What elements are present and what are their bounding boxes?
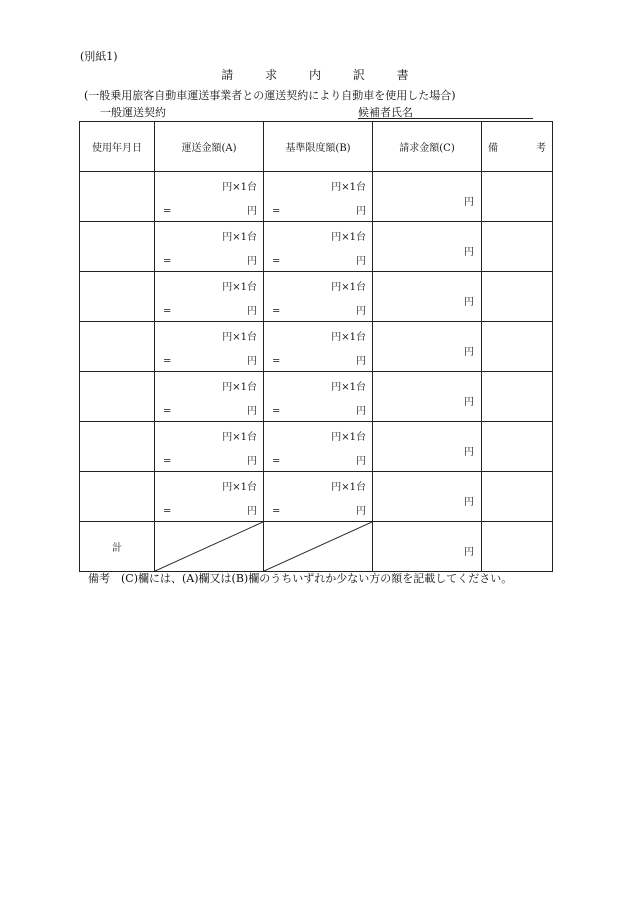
title-char: 内: [308, 68, 321, 82]
unit-label: 円×1台: [331, 382, 366, 393]
date-cell[interactable]: [80, 272, 155, 322]
claim-cell[interactable]: [373, 172, 482, 222]
footnote: 備考 (C)欄には、(A)欄又は(B)欄のうちいずれか少ない方の額を記載してください。: [88, 572, 513, 585]
candidate-label: 候補者氏名: [358, 106, 413, 119]
limit-cell[interactable]: [264, 222, 373, 272]
total-fare-diagonal: [155, 522, 264, 572]
limit-cell[interactable]: [264, 472, 373, 522]
unit-label: 円×1台: [222, 432, 257, 443]
yen-unit: 円: [464, 447, 474, 458]
table-row: [80, 222, 553, 272]
total-row: [80, 522, 553, 572]
equals-sign: =: [163, 256, 172, 267]
yen-unit: 円: [247, 306, 257, 317]
unit-label: 円×1台: [222, 332, 257, 343]
claim-cell[interactable]: [373, 372, 482, 422]
equals-sign: =: [272, 406, 281, 417]
remarks-cell[interactable]: [482, 422, 553, 472]
unit-label: 円×1台: [331, 482, 366, 493]
remarks-cell[interactable]: [482, 372, 553, 422]
equals-sign: =: [272, 456, 281, 467]
table-row: [80, 322, 553, 372]
unit-label: 円×1台: [331, 282, 366, 293]
limit-cell[interactable]: [264, 272, 373, 322]
title-char: 求: [265, 68, 278, 82]
remarks-cell[interactable]: [482, 472, 553, 522]
title-char: 訳: [352, 68, 365, 82]
yen-unit: 円: [356, 406, 366, 417]
unit-label: 円×1台: [331, 232, 366, 243]
date-cell[interactable]: [80, 422, 155, 472]
equals-sign: =: [272, 256, 281, 267]
yen-unit: 円: [356, 356, 366, 367]
date-cell[interactable]: [80, 322, 155, 372]
fare-cell[interactable]: [155, 372, 264, 422]
remarks-cell[interactable]: [482, 272, 553, 322]
equals-sign: =: [272, 356, 281, 367]
total-limit-diagonal: [264, 522, 373, 572]
claim-cell[interactable]: [373, 222, 482, 272]
yen-unit: 円: [356, 456, 366, 467]
equals-sign: =: [163, 506, 172, 517]
yen-unit: 円: [356, 206, 366, 217]
claim-breakdown-table: [79, 121, 553, 572]
claim-cell[interactable]: [373, 472, 482, 522]
unit-label: 円×1台: [331, 332, 366, 343]
candidate-name-field[interactable]: [358, 104, 533, 119]
equals-sign: =: [272, 206, 281, 217]
limit-cell[interactable]: [264, 422, 373, 472]
yen-unit: 円: [464, 197, 474, 208]
total-claim-cell[interactable]: [373, 522, 482, 572]
title-char: 書: [396, 68, 409, 82]
yen-unit: 円: [464, 347, 474, 358]
unit-label: 円×1台: [222, 182, 257, 193]
yen-unit: 円: [356, 506, 366, 517]
yen-unit: 円: [464, 247, 474, 258]
date-cell[interactable]: [80, 472, 155, 522]
header-remarks-char: 考: [536, 143, 546, 154]
equals-sign: =: [272, 306, 281, 317]
fare-cell[interactable]: [155, 422, 264, 472]
fare-cell[interactable]: [155, 322, 264, 372]
table-row: [80, 272, 553, 322]
yen-unit: 円: [247, 256, 257, 267]
yen-unit: 円: [356, 306, 366, 317]
yen-unit: 円: [247, 356, 257, 367]
yen-unit: 円: [464, 547, 474, 558]
remarks-cell[interactable]: [482, 172, 553, 222]
document-title: [0, 66, 630, 83]
fare-cell[interactable]: [155, 172, 264, 222]
yen-unit: 円: [464, 497, 474, 508]
header-remarks-char: 備: [488, 143, 498, 154]
fare-cell[interactable]: [155, 272, 264, 322]
unit-label: 円×1台: [331, 182, 366, 193]
annex-label: (別紙1): [80, 50, 118, 63]
total-label: 計: [80, 522, 155, 572]
yen-unit: 円: [247, 206, 257, 217]
header-date: 使用年月日: [80, 122, 155, 172]
unit-label: 円×1台: [222, 282, 257, 293]
equals-sign: =: [163, 456, 172, 467]
table-row: [80, 422, 553, 472]
subtitle: (一般乗用旅客自動車運送事業者との運送契約により自動車を使用した場合): [84, 89, 456, 102]
table-row: [80, 372, 553, 422]
yen-unit: 円: [247, 456, 257, 467]
equals-sign: =: [163, 206, 172, 217]
yen-unit: 円: [464, 297, 474, 308]
fare-cell[interactable]: [155, 222, 264, 272]
limit-cell[interactable]: [264, 322, 373, 372]
equals-sign: =: [272, 506, 281, 517]
yen-unit: 円: [464, 397, 474, 408]
unit-label: 円×1台: [222, 382, 257, 393]
yen-unit: 円: [247, 506, 257, 517]
header-fare: 運送金額(A): [155, 122, 264, 172]
equals-sign: =: [163, 356, 172, 367]
claim-cell[interactable]: [373, 422, 482, 472]
fare-cell[interactable]: [155, 472, 264, 522]
table-row: [80, 472, 553, 522]
header-limit: 基準限度額(B): [264, 122, 373, 172]
claim-cell[interactable]: [373, 272, 482, 322]
title-char: 請: [221, 68, 234, 82]
unit-label: 円×1台: [222, 232, 257, 243]
date-cell[interactable]: [80, 172, 155, 222]
remarks-cell[interactable]: [482, 322, 553, 372]
unit-label: 円×1台: [222, 482, 257, 493]
header-claim: 請求金額(C): [373, 122, 482, 172]
claim-cell[interactable]: [373, 322, 482, 372]
limit-cell[interactable]: [264, 372, 373, 422]
remarks-cell[interactable]: [482, 222, 553, 272]
limit-cell[interactable]: [264, 172, 373, 222]
equals-sign: =: [163, 406, 172, 417]
yen-unit: 円: [356, 256, 366, 267]
unit-label: 円×1台: [331, 432, 366, 443]
contract-label: 一般運送契約: [100, 106, 166, 119]
table-row: [80, 172, 553, 222]
total-remarks-cell[interactable]: [482, 522, 553, 572]
date-cell[interactable]: [80, 222, 155, 272]
equals-sign: =: [163, 306, 172, 317]
date-cell[interactable]: [80, 372, 155, 422]
header-remarks: [482, 122, 553, 172]
yen-unit: 円: [247, 406, 257, 417]
